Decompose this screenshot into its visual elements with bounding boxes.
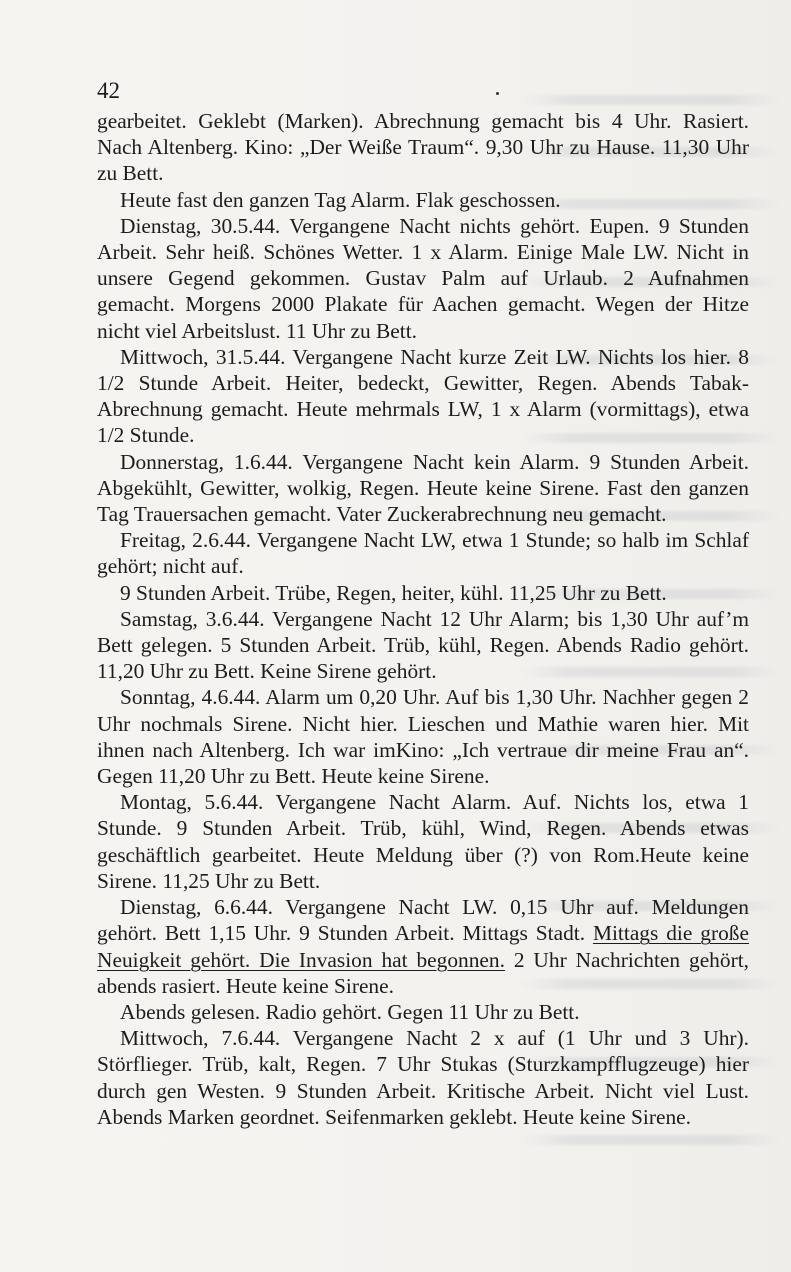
paragraph-text: 2 Uhr Nachrichten gehört, abends rasiert. Heute keine Sirene.	[97, 947, 749, 998]
paragraph: Sonntag, 4.6.44. Alarm um 0,20 Uhr. Auf bis 1,30 Uhr. Nachher gegen 2 Uhr nochmals Sirene. Nicht hier. Lieschen und Mathie waren hier. Mit ihnen nach Altenberg. Ich war imKino: „Ich vertraue dir meine Frau an“. Gegen 11,20 Uhr zu Bett. Heute keine Sirene.	[97, 685, 749, 789]
paragraph: gearbeitet. Geklebt (Marken). Abrechnung gemacht bis 4 Uhr. Rasiert. Nach Altenberg. Kino: „Der Weiße Traum“. 9,30 Uhr zu Hause. 11,30 Uhr zu Bett.	[97, 109, 749, 186]
paragraph: Donnerstag, 1.6.44. Vergangene Nacht kein Alarm. 9 Stunden Arbeit. Abgekühlt, Gewitter, wolkig, Regen. Heute keine Sirene. Fast den ganzen Tag Trauersachen gemacht. Vater Zuckerabrechnung neu gemacht.	[97, 449, 749, 527]
paragraph: Abends gelesen. Radio gehört. Gegen 11 Uhr zu Bett.	[120, 999, 580, 1024]
ink-speck	[496, 92, 499, 95]
paragraph-invasion	[97, 894, 749, 999]
paragraph: Mittwoch, 7.6.44. Vergangene Nacht 2 x auf (1 Uhr und 3 Uhr). Störflieger. Trüb, kalt, Regen. 7 Uhr Stukas (Sturzkampfflugzeuge) hier durch gen Westen. 9 Stunden Arbeit. Kritische Arbeit. Nicht viel Lust. Abends Marken geordnet. Seifenmarken geklebt. Heute keine Sirene.	[97, 1026, 749, 1129]
paragraph: Dienstag, 30.5.44. Vergangene Nacht nichts gehört. Eupen. 9 Stunden Arbeit. Sehr heiß. Schönes Wetter. 1 x Alarm. Einige Male LW. Nicht in unsere Gegend gekommen. Gustav Palm auf Urlaub. 2 Aufnahmen gemacht. Morgens 2000 Plakate für Aachen gemacht. Wegen der Hitze nicht viel Arbeitslust. 11 Uhr zu Bett.	[97, 213, 749, 343]
paragraph: Freitag, 2.6.44. Vergangene Nacht LW, etwa 1 Stunde; so halb im Schlaf gehört; nicht auf.	[97, 528, 749, 579]
paragraph: Montag, 5.6.44. Vergangene Nacht Alarm. Auf. Nichts los, etwa 1 Stunde. 9 Stunden Arbeit. Trüb, kühl, Wind, Regen. Abends etwas geschäftlich gearbeitet. Heute Meldung über (?) von Rom.Heute keine Sirene. 11,25 Uhr zu Bett.	[97, 790, 749, 893]
paragraph: 9 Stunden Arbeit. Trübe, Regen, heiter, kühl. 11,25 Uhr zu Bett.	[120, 580, 667, 605]
underlined-text: Mittags die große Neuigkeit gehört. Die Invasion hat begonnen.	[97, 921, 749, 972]
diary-text	[97, 108, 749, 1130]
paragraph: Mittwoch, 31.5.44. Vergangene Nacht kurze Zeit LW. Nichts los hier. 8 1/2 Stunde Arbeit. Heiter, bedeckt, Gewitter, Regen. Abends Tabak-Abrechnung gemacht. Heute mehrmals LW, 1 x Alarm (vormittags), etwa 1/2 Stunde.	[97, 344, 749, 448]
paragraph: Samstag, 3.6.44. Vergangene Nacht 12 Uhr Alarm; bis 1,30 Uhr auf’m Bett gelegen. 5 Stunden Arbeit. Trüb, kühl, Regen. Abends Radio gehört. 11,20 Uhr zu Bett. Keine Sirene gehört.	[97, 606, 749, 684]
paragraph: Heute fast den ganzen Tag Alarm. Flak geschossen.	[120, 187, 561, 212]
paragraph-text: Dienstag, 6.6.44. Vergangene Nacht LW. 0,15 Uhr auf. Meldungen gehört. Bett 1,15 Uhr. 9 Stunden Arbeit. Mittags Stadt.	[97, 895, 749, 946]
page-number: 42	[97, 78, 120, 103]
